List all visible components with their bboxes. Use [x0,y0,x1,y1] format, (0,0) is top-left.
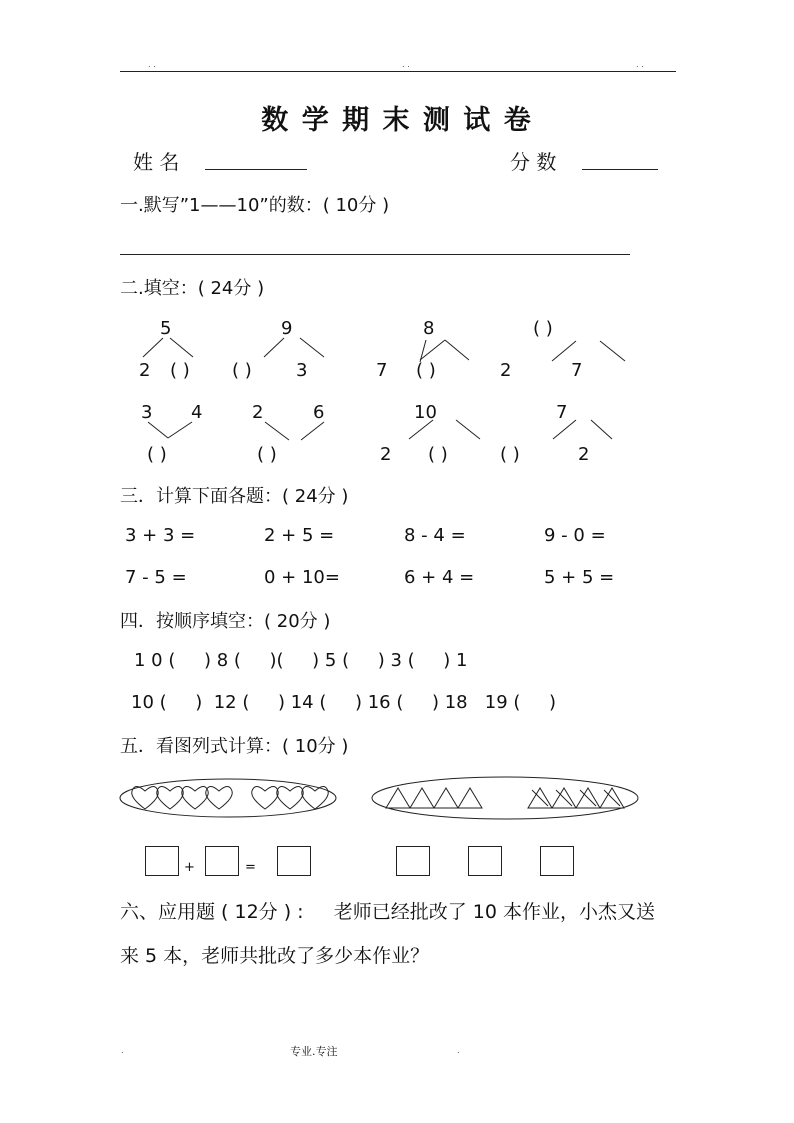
footer-dot-right: . [457,1046,460,1055]
heart-icon [157,787,183,810]
calc-item: 9 - 0 = [544,525,606,546]
heart-icon [132,787,158,810]
section-3-heading: 三．计算下面各题：( 24分 ) [120,486,349,507]
calc-item: 8 - 4 = [404,525,466,546]
bond6-right: 6 [313,402,325,423]
bond1-left: 2 [139,360,151,381]
heart-icon [277,787,303,810]
triangle-icon [410,788,434,808]
bond3-left: 7 [376,360,388,381]
bond8-right: 2 [578,444,590,465]
triangles-ellipse [372,777,638,819]
bond8-line-right [591,420,612,439]
sequence-row-1[interactable]: 1 0 ( ) 8 ( )( ) 5 ( ) 3 ( ) 1 [134,650,468,671]
triangle-icon [458,788,482,808]
bond5-right: 4 [191,402,203,423]
bond8-line-left [553,420,576,439]
bond8-top: 7 [556,402,568,423]
bond7-line-left [409,420,433,439]
bond6-left: 2 [252,402,264,423]
bond7-top: 10 [414,402,437,423]
bond4-top-blank[interactable]: ( ) [533,318,553,339]
calc-item: 2 + 5 = [264,525,335,546]
bond7-line-right [456,420,480,439]
calc-item: 3 + 3 = [125,525,196,546]
answer-box-6[interactable] [540,846,574,876]
answer-box-3[interactable] [277,846,311,876]
bond4-line-right [600,341,625,361]
bond2-line-left [264,338,284,357]
header-dots-mid: . . [402,60,410,69]
score-label: 分 数 [510,150,557,174]
bond1-line-right [170,338,193,357]
bond6-line-right [301,422,324,440]
sequence-row-2[interactable]: 10 ( ) 12 ( ) 14 ( ) 16 ( ) 18 19 ( ) [131,692,557,713]
bond2-left-blank[interactable]: ( ) [232,360,252,381]
section-2-heading: 二.填空：( 24分 ) [120,278,265,299]
footer-text: 专业.专注 [290,1045,338,1058]
heart-icon [252,787,278,810]
bond5-left: 3 [141,402,153,423]
heart-icon [206,787,232,810]
bond4-left: 2 [500,360,512,381]
bond1-right-blank[interactable]: ( ) [170,360,190,381]
page-title: 数 学 期 末 测 试 卷 [261,105,533,136]
equals-sign: = [245,860,256,875]
name-label: 姓 名 [133,150,180,174]
heart-icon [302,787,328,810]
answer-box-1[interactable] [145,846,179,876]
calc-item: 7 - 5 = [125,567,187,588]
bond2-right: 3 [296,360,308,381]
heart-icon [182,787,208,810]
bond4-line-left [552,341,576,361]
bond5-line-left [148,422,168,438]
header-dots-right: . . [636,60,644,69]
answer-box-5[interactable] [468,846,502,876]
calc-item: 0 + 10= [264,567,340,588]
bond2-top: 9 [281,318,293,339]
section-5-heading: 五．看图列式计算：( 10分 ) [120,736,349,757]
bond6-bottom-blank[interactable]: ( ) [257,444,277,465]
triangle-icon [386,788,410,808]
answer-box-4[interactable] [396,846,430,876]
bond7-right-blank[interactable]: ( ) [428,444,448,465]
bond3-line-right [445,340,469,360]
plus-sign: + [184,860,195,875]
section-6-line-1: 六、应用题 ( 12分 ) : 老师已经批改了 10 本作业，小杰又送 [120,901,656,923]
triangle-icon [434,788,458,808]
bond6-line-left [265,422,289,440]
header-dots-left: . . [148,60,156,69]
section-1-heading: 一.默写”1——10”的数：( 10分 ) [120,195,390,216]
footer-dot-left: . [121,1046,124,1055]
bond2-line-right [300,338,324,357]
bond7-left: 2 [380,444,392,465]
bond1-line-left [143,338,163,357]
calc-item: 5 + 5 = [544,567,615,588]
bond5-line-right [168,422,192,438]
bond3-right-blank[interactable]: ( ) [416,360,436,381]
bond8-left-blank[interactable]: ( ) [500,444,520,465]
bond5-bottom-blank[interactable]: ( ) [147,444,167,465]
bond4-right: 7 [571,360,583,381]
bond3-top: 8 [423,318,435,339]
bond1-top: 5 [160,318,172,339]
section-4-heading: 四．按顺序填空：( 20分 ) [120,611,331,632]
section-6-line-2: 来 5 本，老师共批改了多少本作业？ [120,945,430,967]
calc-item: 6 + 4 = [404,567,475,588]
answer-box-2[interactable] [205,846,239,876]
